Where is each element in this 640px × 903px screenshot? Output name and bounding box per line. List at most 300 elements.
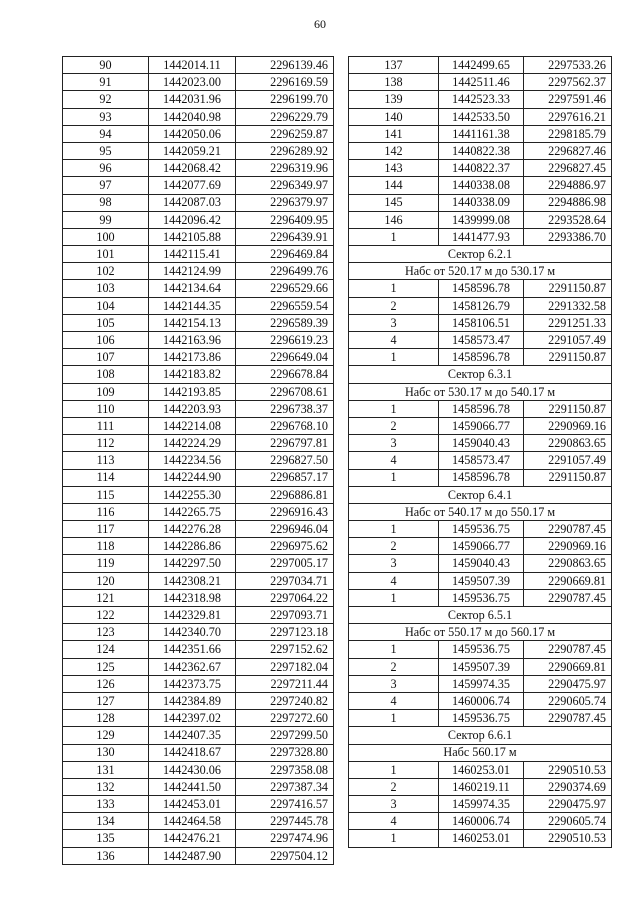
table-row xyxy=(63,142,334,159)
y-coordinate-cell: 2296529.66 xyxy=(236,280,334,297)
sector-header-row xyxy=(349,366,612,383)
sector-header-cell: Сектор 6.2.1 xyxy=(349,246,612,263)
y-coordinate-cell: 2297034.71 xyxy=(236,572,334,589)
x-coordinate-cell: 1442124.99 xyxy=(149,263,236,280)
point-number-cell: 2 xyxy=(349,778,439,795)
sector-header-cell: Сектор 6.3.1 xyxy=(349,366,612,383)
x-coordinate-cell: 1442362.67 xyxy=(149,658,236,675)
point-number-cell: 2 xyxy=(349,297,439,314)
point-number-cell: 3 xyxy=(349,796,439,813)
sector-header-row xyxy=(349,744,612,761)
x-coordinate-cell: 1458126.79 xyxy=(439,297,524,314)
table-row xyxy=(349,228,612,245)
x-coordinate-cell: 1459040.43 xyxy=(439,435,524,452)
table-row xyxy=(63,486,334,503)
table-row xyxy=(63,813,334,830)
point-number-cell: 138 xyxy=(349,74,439,91)
table-row xyxy=(63,607,334,624)
coordinates-table-left xyxy=(62,56,334,865)
y-coordinate-cell: 2296827.50 xyxy=(236,452,334,469)
point-number-cell: 1 xyxy=(349,521,439,538)
table-row xyxy=(349,349,612,366)
y-coordinate-cell: 2297240.82 xyxy=(236,692,334,709)
y-coordinate-cell: 2293528.64 xyxy=(524,211,612,228)
y-coordinate-cell: 2296975.62 xyxy=(236,538,334,555)
sector-header-cell: Сектор 6.5.1 xyxy=(349,607,612,624)
sector-header-row xyxy=(349,486,612,503)
table-row xyxy=(349,641,612,658)
x-coordinate-cell: 1442031.96 xyxy=(149,91,236,108)
y-coordinate-cell: 2290787.45 xyxy=(524,641,612,658)
point-number-cell: 110 xyxy=(63,400,149,417)
y-coordinate-cell: 2291057.49 xyxy=(524,332,612,349)
table-row xyxy=(63,366,334,383)
point-number-cell: 142 xyxy=(349,142,439,159)
point-number-cell: 92 xyxy=(63,91,149,108)
point-number-cell: 111 xyxy=(63,417,149,434)
table-row xyxy=(63,349,334,366)
sector-header-cell: Набс от 530.17 м до 540.17 м xyxy=(349,383,612,400)
table-row xyxy=(63,641,334,658)
y-coordinate-cell: 2296409.95 xyxy=(236,211,334,228)
table-row xyxy=(349,211,612,228)
y-coordinate-cell: 2290475.97 xyxy=(524,796,612,813)
x-coordinate-cell: 1442068.42 xyxy=(149,160,236,177)
point-number-cell: 136 xyxy=(63,847,149,864)
point-number-cell: 101 xyxy=(63,246,149,263)
point-number-cell: 3 xyxy=(349,314,439,331)
x-coordinate-cell: 1442023.00 xyxy=(149,74,236,91)
y-coordinate-cell: 2297064.22 xyxy=(236,589,334,606)
table-row xyxy=(63,469,334,486)
x-coordinate-cell: 1442499.65 xyxy=(439,57,524,74)
sector-header-cell: Набс от 550.17 м до 560.17 м xyxy=(349,624,612,641)
y-coordinate-cell: 2297152.62 xyxy=(236,641,334,658)
y-coordinate-cell: 2296139.46 xyxy=(236,57,334,74)
x-coordinate-cell: 1442040.98 xyxy=(149,108,236,125)
x-coordinate-cell: 1442234.56 xyxy=(149,452,236,469)
table-row xyxy=(63,521,334,538)
table-row xyxy=(349,194,612,211)
x-coordinate-cell: 1460006.74 xyxy=(439,813,524,830)
point-number-cell: 124 xyxy=(63,641,149,658)
table-row xyxy=(349,435,612,452)
table-row xyxy=(349,796,612,813)
y-coordinate-cell: 2296469.84 xyxy=(236,246,334,263)
table-row xyxy=(63,125,334,142)
point-number-cell: 108 xyxy=(63,366,149,383)
y-coordinate-cell: 2296827.45 xyxy=(524,160,612,177)
table-row xyxy=(63,761,334,778)
table-row xyxy=(349,830,612,847)
table-row xyxy=(63,555,334,572)
point-number-cell: 127 xyxy=(63,692,149,709)
point-number-cell: 1 xyxy=(349,710,439,727)
table-row xyxy=(349,761,612,778)
table-row xyxy=(349,125,612,142)
x-coordinate-cell: 1442297.50 xyxy=(149,555,236,572)
x-coordinate-cell: 1442265.75 xyxy=(149,503,236,520)
x-coordinate-cell: 1442351.66 xyxy=(149,641,236,658)
table-row xyxy=(349,452,612,469)
y-coordinate-cell: 2296946.04 xyxy=(236,521,334,538)
point-number-cell: 126 xyxy=(63,675,149,692)
point-number-cell: 140 xyxy=(349,108,439,125)
point-number-cell: 112 xyxy=(63,435,149,452)
table-row xyxy=(349,692,612,709)
y-coordinate-cell: 2290475.97 xyxy=(524,675,612,692)
y-coordinate-cell: 2296768.10 xyxy=(236,417,334,434)
x-coordinate-cell: 1442193.85 xyxy=(149,383,236,400)
point-number-cell: 91 xyxy=(63,74,149,91)
x-coordinate-cell: 1442173.86 xyxy=(149,349,236,366)
point-number-cell: 4 xyxy=(349,813,439,830)
y-coordinate-cell: 2294886.98 xyxy=(524,194,612,211)
table-row xyxy=(63,692,334,709)
x-coordinate-cell: 1458596.78 xyxy=(439,280,524,297)
x-coordinate-cell: 1459040.43 xyxy=(439,555,524,572)
table-row xyxy=(63,589,334,606)
point-number-cell: 4 xyxy=(349,332,439,349)
table-row xyxy=(349,297,612,314)
table-row xyxy=(63,332,334,349)
sector-header-row xyxy=(349,383,612,400)
y-coordinate-cell: 2297093.71 xyxy=(236,607,334,624)
table-row xyxy=(63,194,334,211)
y-coordinate-cell: 2296916.43 xyxy=(236,503,334,520)
table-row xyxy=(349,314,612,331)
table-row xyxy=(349,108,612,125)
point-number-cell: 121 xyxy=(63,589,149,606)
x-coordinate-cell: 1442214.08 xyxy=(149,417,236,434)
table-row xyxy=(63,417,334,434)
table-row xyxy=(63,538,334,555)
y-coordinate-cell: 2297533.26 xyxy=(524,57,612,74)
y-coordinate-cell: 2297299.50 xyxy=(236,727,334,744)
table-row xyxy=(63,211,334,228)
point-number-cell: 4 xyxy=(349,452,439,469)
x-coordinate-cell: 1458573.47 xyxy=(439,332,524,349)
y-coordinate-cell: 2297474.96 xyxy=(236,830,334,847)
x-coordinate-cell: 1442430.06 xyxy=(149,761,236,778)
sector-header-cell: Сектор 6.6.1 xyxy=(349,727,612,744)
sector-header-cell: Набс от 540.17 м до 550.17 м xyxy=(349,503,612,520)
table-row xyxy=(349,160,612,177)
table-row xyxy=(349,521,612,538)
x-coordinate-cell: 1442418.67 xyxy=(149,744,236,761)
y-coordinate-cell: 2291150.87 xyxy=(524,469,612,486)
x-coordinate-cell: 1459066.77 xyxy=(439,417,524,434)
table-row xyxy=(349,589,612,606)
table-row xyxy=(63,675,334,692)
point-number-cell: 96 xyxy=(63,160,149,177)
table-row xyxy=(349,469,612,486)
table-row xyxy=(63,503,334,520)
y-coordinate-cell: 2297211.44 xyxy=(236,675,334,692)
table-row xyxy=(63,624,334,641)
table-row xyxy=(349,57,612,74)
table-row xyxy=(63,280,334,297)
y-coordinate-cell: 2297445.78 xyxy=(236,813,334,830)
point-number-cell: 102 xyxy=(63,263,149,280)
point-number-cell: 137 xyxy=(349,57,439,74)
x-coordinate-cell: 1442373.75 xyxy=(149,675,236,692)
point-number-cell: 95 xyxy=(63,142,149,159)
table-row xyxy=(349,572,612,589)
point-number-cell: 141 xyxy=(349,125,439,142)
x-coordinate-cell: 1440338.08 xyxy=(439,177,524,194)
table-row xyxy=(63,400,334,417)
table-row xyxy=(349,555,612,572)
point-number-cell: 1 xyxy=(349,589,439,606)
point-number-cell: 1 xyxy=(349,641,439,658)
y-coordinate-cell: 2290605.74 xyxy=(524,692,612,709)
y-coordinate-cell: 2296738.37 xyxy=(236,400,334,417)
sector-header-row xyxy=(349,503,612,520)
x-coordinate-cell: 1442487.90 xyxy=(149,847,236,864)
x-coordinate-cell: 1442163.96 xyxy=(149,332,236,349)
x-coordinate-cell: 1442050.06 xyxy=(149,125,236,142)
y-coordinate-cell: 2290969.16 xyxy=(524,538,612,555)
x-coordinate-cell: 1442144.35 xyxy=(149,297,236,314)
y-coordinate-cell: 2296619.23 xyxy=(236,332,334,349)
y-coordinate-cell: 2297182.04 xyxy=(236,658,334,675)
point-number-cell: 146 xyxy=(349,211,439,228)
sector-header-row xyxy=(349,607,612,624)
point-number-cell: 113 xyxy=(63,452,149,469)
table-row xyxy=(349,142,612,159)
x-coordinate-cell: 1460219.11 xyxy=(439,778,524,795)
table-row xyxy=(63,228,334,245)
point-number-cell: 2 xyxy=(349,417,439,434)
table-row xyxy=(63,108,334,125)
y-coordinate-cell: 2290510.53 xyxy=(524,830,612,847)
x-coordinate-cell: 1442096.42 xyxy=(149,211,236,228)
x-coordinate-cell: 1458596.78 xyxy=(439,400,524,417)
table-row xyxy=(63,572,334,589)
x-coordinate-cell: 1442077.69 xyxy=(149,177,236,194)
table-row xyxy=(349,177,612,194)
y-coordinate-cell: 2293386.70 xyxy=(524,228,612,245)
x-coordinate-cell: 1440338.09 xyxy=(439,194,524,211)
table-row xyxy=(349,332,612,349)
x-coordinate-cell: 1459536.75 xyxy=(439,641,524,658)
point-number-cell: 93 xyxy=(63,108,149,125)
table-row xyxy=(349,658,612,675)
x-coordinate-cell: 1442397.02 xyxy=(149,710,236,727)
x-coordinate-cell: 1441161.38 xyxy=(439,125,524,142)
y-coordinate-cell: 2296199.70 xyxy=(236,91,334,108)
x-coordinate-cell: 1459507.39 xyxy=(439,572,524,589)
point-number-cell: 105 xyxy=(63,314,149,331)
table-row xyxy=(349,74,612,91)
y-coordinate-cell: 2296319.96 xyxy=(236,160,334,177)
x-coordinate-cell: 1442255.30 xyxy=(149,486,236,503)
y-coordinate-cell: 2296439.91 xyxy=(236,228,334,245)
table-row xyxy=(63,177,334,194)
x-coordinate-cell: 1442286.86 xyxy=(149,538,236,555)
y-coordinate-cell: 2290669.81 xyxy=(524,658,612,675)
point-number-cell: 118 xyxy=(63,538,149,555)
point-number-cell: 144 xyxy=(349,177,439,194)
sector-header-row xyxy=(349,263,612,280)
x-coordinate-cell: 1441477.93 xyxy=(439,228,524,245)
y-coordinate-cell: 2296827.46 xyxy=(524,142,612,159)
point-number-cell: 1 xyxy=(349,469,439,486)
x-coordinate-cell: 1442224.29 xyxy=(149,435,236,452)
x-coordinate-cell: 1459974.35 xyxy=(439,675,524,692)
y-coordinate-cell: 2290787.45 xyxy=(524,710,612,727)
y-coordinate-cell: 2291150.87 xyxy=(524,349,612,366)
table-row xyxy=(349,417,612,434)
sector-header-row xyxy=(349,624,612,641)
x-coordinate-cell: 1442183.82 xyxy=(149,366,236,383)
sector-header-cell: Набс 560.17 м xyxy=(349,744,612,761)
x-coordinate-cell: 1442134.64 xyxy=(149,280,236,297)
point-number-cell: 3 xyxy=(349,675,439,692)
point-number-cell: 132 xyxy=(63,778,149,795)
point-number-cell: 129 xyxy=(63,727,149,744)
table-row xyxy=(63,383,334,400)
point-number-cell: 2 xyxy=(349,658,439,675)
x-coordinate-cell: 1442014.11 xyxy=(149,57,236,74)
table-row xyxy=(349,778,612,795)
table-row xyxy=(349,675,612,692)
y-coordinate-cell: 2297591.46 xyxy=(524,91,612,108)
y-coordinate-cell: 2296559.54 xyxy=(236,297,334,314)
y-coordinate-cell: 2296349.97 xyxy=(236,177,334,194)
point-number-cell: 1 xyxy=(349,830,439,847)
point-number-cell: 128 xyxy=(63,710,149,727)
y-coordinate-cell: 2297504.12 xyxy=(236,847,334,864)
y-coordinate-cell: 2296708.61 xyxy=(236,383,334,400)
x-coordinate-cell: 1459536.75 xyxy=(439,710,524,727)
x-coordinate-cell: 1442523.33 xyxy=(439,91,524,108)
x-coordinate-cell: 1459536.75 xyxy=(439,589,524,606)
y-coordinate-cell: 2290510.53 xyxy=(524,761,612,778)
x-coordinate-cell: 1442308.21 xyxy=(149,572,236,589)
y-coordinate-cell: 2296797.81 xyxy=(236,435,334,452)
table-row xyxy=(63,830,334,847)
page-number: 60 xyxy=(314,17,326,31)
x-coordinate-cell: 1458106.51 xyxy=(439,314,524,331)
y-coordinate-cell: 2290605.74 xyxy=(524,813,612,830)
point-number-cell: 97 xyxy=(63,177,149,194)
x-coordinate-cell: 1442318.98 xyxy=(149,589,236,606)
x-coordinate-cell: 1442329.81 xyxy=(149,607,236,624)
table-row xyxy=(63,452,334,469)
point-number-cell: 103 xyxy=(63,280,149,297)
point-number-cell: 130 xyxy=(63,744,149,761)
point-number-cell: 1 xyxy=(349,228,439,245)
y-coordinate-cell: 2297616.21 xyxy=(524,108,612,125)
y-coordinate-cell: 2297562.37 xyxy=(524,74,612,91)
x-coordinate-cell: 1458573.47 xyxy=(439,452,524,469)
point-number-cell: 3 xyxy=(349,555,439,572)
table-row xyxy=(63,847,334,864)
x-coordinate-cell: 1442464.58 xyxy=(149,813,236,830)
point-number-cell: 1 xyxy=(349,349,439,366)
y-coordinate-cell: 2296649.04 xyxy=(236,349,334,366)
y-coordinate-cell: 2296499.76 xyxy=(236,263,334,280)
y-coordinate-cell: 2297123.18 xyxy=(236,624,334,641)
point-number-cell: 134 xyxy=(63,813,149,830)
x-coordinate-cell: 1442276.28 xyxy=(149,521,236,538)
point-number-cell: 104 xyxy=(63,297,149,314)
x-coordinate-cell: 1442087.03 xyxy=(149,194,236,211)
table-row xyxy=(63,314,334,331)
point-number-cell: 115 xyxy=(63,486,149,503)
table-row xyxy=(349,538,612,555)
table-row xyxy=(63,796,334,813)
point-number-cell: 116 xyxy=(63,503,149,520)
table-row xyxy=(63,744,334,761)
y-coordinate-cell: 2296169.59 xyxy=(236,74,334,91)
sector-header-row xyxy=(349,727,612,744)
point-number-cell: 139 xyxy=(349,91,439,108)
point-number-cell: 100 xyxy=(63,228,149,245)
x-coordinate-cell: 1442059.21 xyxy=(149,142,236,159)
y-coordinate-cell: 2290969.16 xyxy=(524,417,612,434)
table-row xyxy=(349,280,612,297)
x-coordinate-cell: 1460253.01 xyxy=(439,830,524,847)
point-number-cell: 123 xyxy=(63,624,149,641)
x-coordinate-cell: 1459974.35 xyxy=(439,796,524,813)
y-coordinate-cell: 2297358.08 xyxy=(236,761,334,778)
y-coordinate-cell: 2297272.60 xyxy=(236,710,334,727)
x-coordinate-cell: 1442511.46 xyxy=(439,74,524,91)
point-number-cell: 120 xyxy=(63,572,149,589)
y-coordinate-cell: 2296379.97 xyxy=(236,194,334,211)
y-coordinate-cell: 2291057.49 xyxy=(524,452,612,469)
point-number-cell: 117 xyxy=(63,521,149,538)
table-row xyxy=(63,435,334,452)
sector-header-row xyxy=(349,246,612,263)
point-number-cell: 133 xyxy=(63,796,149,813)
x-coordinate-cell: 1442203.93 xyxy=(149,400,236,417)
table-row xyxy=(63,74,334,91)
y-coordinate-cell: 2296259.87 xyxy=(236,125,334,142)
table-row xyxy=(349,710,612,727)
table-row xyxy=(63,658,334,675)
sector-header-cell: Набс от 520.17 м до 530.17 м xyxy=(349,263,612,280)
y-coordinate-cell: 2290787.45 xyxy=(524,521,612,538)
y-coordinate-cell: 2296857.17 xyxy=(236,469,334,486)
y-coordinate-cell: 2291332.58 xyxy=(524,297,612,314)
x-coordinate-cell: 1442441.50 xyxy=(149,778,236,795)
point-number-cell: 131 xyxy=(63,761,149,778)
y-coordinate-cell: 2291150.87 xyxy=(524,400,612,417)
y-coordinate-cell: 2298185.79 xyxy=(524,125,612,142)
point-number-cell: 122 xyxy=(63,607,149,624)
y-coordinate-cell: 2290787.45 xyxy=(524,589,612,606)
x-coordinate-cell: 1460253.01 xyxy=(439,761,524,778)
y-coordinate-cell: 2296229.79 xyxy=(236,108,334,125)
table-row xyxy=(63,246,334,263)
y-coordinate-cell: 2297328.80 xyxy=(236,744,334,761)
table-row xyxy=(63,778,334,795)
y-coordinate-cell: 2291251.33 xyxy=(524,314,612,331)
y-coordinate-cell: 2294886.97 xyxy=(524,177,612,194)
x-coordinate-cell: 1459536.75 xyxy=(439,521,524,538)
table-row xyxy=(63,727,334,744)
x-coordinate-cell: 1442340.70 xyxy=(149,624,236,641)
point-number-cell: 107 xyxy=(63,349,149,366)
point-number-cell: 90 xyxy=(63,57,149,74)
x-coordinate-cell: 1459507.39 xyxy=(439,658,524,675)
point-number-cell: 125 xyxy=(63,658,149,675)
y-coordinate-cell: 2297387.34 xyxy=(236,778,334,795)
